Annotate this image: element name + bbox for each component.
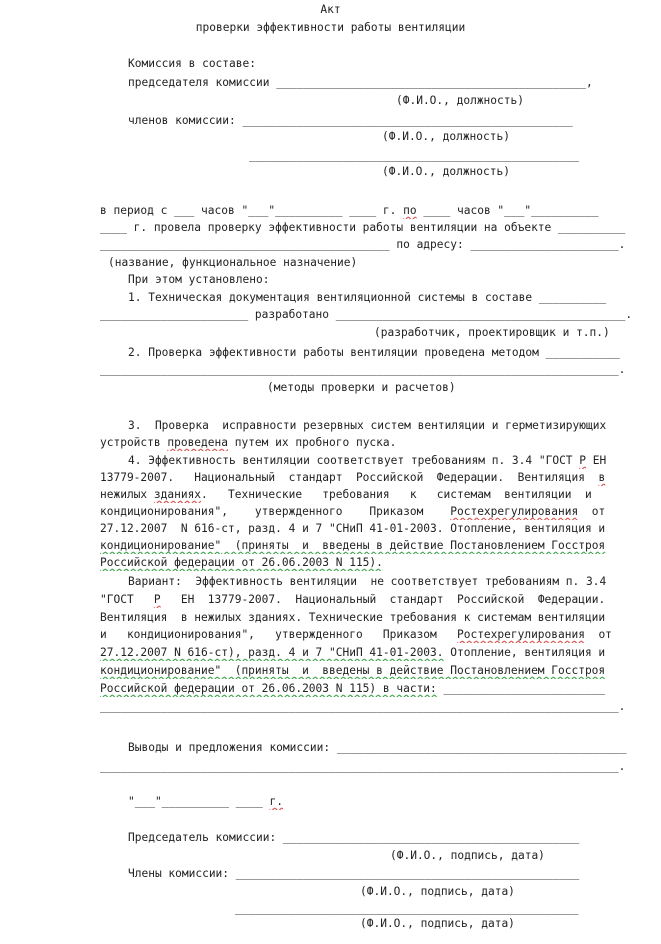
variant-l7b: ________________________ — [436, 682, 606, 695]
chair-signature-blank: ____________________________________________ — [276, 831, 580, 844]
item-1-hint: (разработчик, проектировщик и т.п.) — [374, 326, 610, 339]
item-1-line-1: 1. Техническая документация вентиляционной системы в составе __________ — [128, 291, 607, 304]
period-line-3: ___________________________________________ по адресу: ______________________. — [100, 238, 626, 251]
item-4-l1a: 4. Эффективность вентиляции соответствует требованиям п. 3.4 "ГОСТ — [128, 454, 580, 467]
variant-line-7 — [100, 681, 661, 697]
chair-signature-hint: (Ф.И.О., подпись, дата) — [390, 849, 545, 862]
variant-l5b: Отопление, вентиляция и — [443, 646, 606, 659]
item-3-text-b: проведена — [167, 436, 228, 449]
variant-line-8: _____________________________________________________________________________. — [100, 700, 626, 713]
member-blank-2: _________________________________________________ — [249, 149, 580, 162]
period-line-2: ____ г. провела проверку эффективности работы вентиляции на объекте __________ — [100, 221, 626, 234]
item-4-l1c: ЕН — [586, 454, 607, 467]
period-text-1: в период с ___ часов "___"__________ ____ г. — [100, 204, 404, 217]
object-hint: (название, функциональное назначение) — [108, 256, 358, 269]
item-1-line-2: ______________________ разработано ___________________________________________. — [100, 308, 633, 321]
doc-subtitle: проверки эффективности работы вентиляции — [195, 21, 466, 34]
variant-line-3: Вентиляция в нежилых зданиях. Технические требования к системам вентиляции — [100, 611, 606, 624]
item-4-l6b: (приняты и введены в действие Постановлением Госстроя — [221, 539, 606, 552]
item-3-line-1: 3. Проверка исправности резервных систем вентиляции и герметизирующих — [128, 419, 607, 432]
commission-intro: Комиссия в составе: — [128, 57, 256, 70]
item-2-line-1: 2. Проверка эффективности работы вентиляции проведена методом ___________ — [128, 346, 620, 359]
item-4-l2b: в — [598, 471, 606, 484]
item-2-hint: (методы проверки и расчетов) — [267, 381, 456, 394]
item-4-l2a: 13779-2007. Национальный стандарт Российской Федерации. Вентиляция — [100, 471, 599, 484]
item-4-l4c: от — [578, 505, 606, 518]
members-label: членов комиссии: — [128, 114, 236, 127]
item-4-l6a: кондиционирование" — [100, 539, 222, 552]
conclusions-blank: ___________________________________________ — [330, 741, 627, 754]
variant-line-6 — [100, 663, 661, 679]
members-line: членов комиссии: _________________________________________________ — [128, 114, 573, 127]
item-3-text-c: путем их пробного пуска. — [227, 436, 397, 449]
item-4-l4b: Ростехрегулирования — [450, 505, 579, 518]
item-4-line-5: 27.12.2007 N 616-ст, разд. 4 и 7 "СНиП 41-01-2003. Отопление, вентиляция и — [100, 522, 606, 535]
item-4-line-3 — [100, 487, 661, 503]
chair-signature-line — [128, 830, 661, 846]
chair-hint: (Ф.И.О., должность) — [396, 94, 524, 107]
established-label: При этом установлено: — [128, 273, 270, 286]
chair-signature-label: Председатель комиссии: — [128, 831, 277, 844]
member-hint-2: (Ф.И.О., должность) — [382, 165, 510, 178]
item-4-line-1 — [128, 453, 661, 469]
item-4-line-6 — [100, 538, 661, 554]
variant-l7a: Российской федерации от 26.06.2003 N 115) в части: — [100, 682, 437, 695]
members-signature-blank: ___________________________________________________ — [229, 867, 580, 880]
variant-l2c: ЕН 13779-2007. Национальный стандарт Российской Федерации. — [160, 593, 606, 606]
date-line — [128, 794, 661, 810]
variant-l2b: Р — [153, 593, 161, 606]
variant-line-2 — [100, 592, 661, 608]
doc-title: Акт — [320, 3, 341, 16]
chair-label: председателя комиссии — [128, 76, 270, 89]
variant-l4c: от — [584, 628, 612, 641]
item-4-line-7 — [100, 555, 661, 571]
conclusions-label: Выводы и предложения комиссии: — [128, 741, 331, 754]
member-signature-hint-1: (Ф.И.О., подпись, дата) — [360, 885, 515, 898]
conclusions-line-1 — [128, 740, 661, 756]
variant-line-4 — [100, 627, 661, 643]
variant-l4a: и кондиционирования", утвержденного Приказом — [100, 628, 457, 641]
item-3-text-a: устройств — [100, 436, 168, 449]
item-4-l3a: нежилых — [100, 488, 154, 501]
conclusions-line-2: _____________________________________________________________________________. — [100, 760, 626, 773]
item-4-l3c: . Технические требования к системам вентиляции и — [201, 488, 592, 501]
member-signature-hint-2: (Ф.И.О., подпись, дата) — [360, 917, 515, 930]
members-signature-line — [128, 866, 661, 882]
variant-l4b: Ростехрегулирования — [456, 628, 585, 641]
period-text-1-tail: ____ часов "___"__________ — [416, 204, 599, 217]
item-2-line-2: _____________________________________________________________________________. — [100, 363, 626, 376]
period-line-1 — [100, 203, 661, 219]
item-3-line-2 — [100, 435, 661, 451]
item-4-l4a: кондиционирования", утвержденного Приказом — [100, 505, 451, 518]
variant-l6: кондиционирование" (приняты и введены в действие Постановлением Госстроя — [100, 664, 606, 677]
date-blank: "___"__________ ____ — [128, 795, 270, 808]
item-4-l1b: Р — [579, 454, 587, 467]
date-year-suffix: г. — [269, 795, 283, 808]
period-po: по — [403, 204, 417, 217]
variant-line-1: Вариант: Эффективность вентиляции не соответствует требованиям п. 3.4 — [128, 575, 607, 588]
variant-line-5 — [100, 645, 661, 661]
members-signature-label: Члены комиссии: — [128, 867, 230, 880]
variant-l2a: "ГОСТ — [100, 593, 154, 606]
item-4-l7: Российской федерации от 26.06.2003 N 115). — [100, 556, 383, 569]
variant-l5a: 27.12.2007 N 616-ст), разд. 4 и 7 "СНиП 41-01-2003. — [100, 646, 444, 659]
item-4-line-2 — [100, 470, 661, 486]
item-4-line-4 — [100, 504, 661, 520]
member-signature-blank-2: ___________________________________________________ — [235, 902, 579, 915]
member-hint-1: (Ф.И.О., должность) — [382, 130, 510, 143]
item-4-l3b: зданиях — [153, 488, 202, 501]
chair-line: председателя комиссии ______________________________________________, — [128, 76, 593, 89]
